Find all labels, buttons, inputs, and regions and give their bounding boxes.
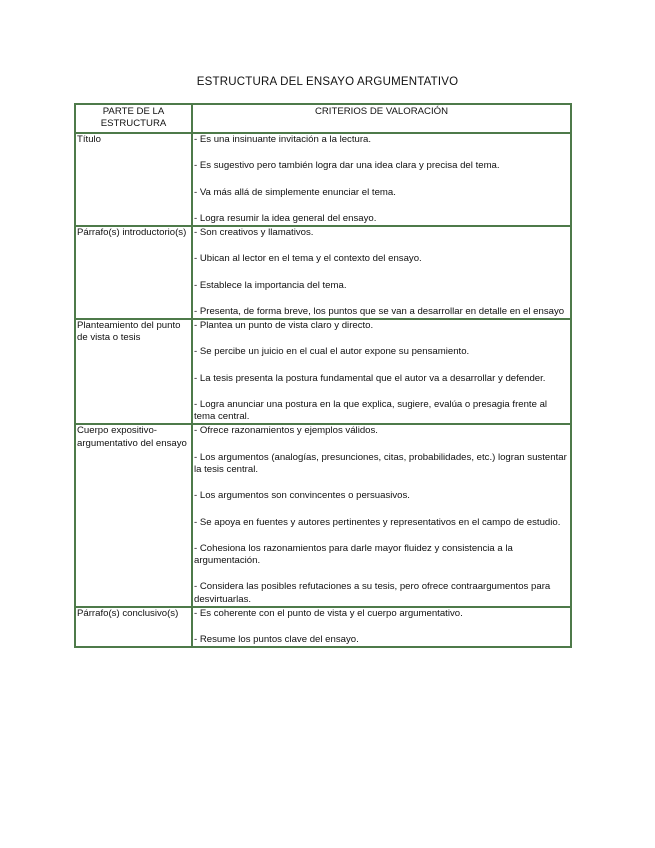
criterion: - Logra anunciar una postura en la que explica, sugiere, evalúa o presagia frente al tema central. [194,398,548,423]
row-criteria [192,226,571,319]
criterion: - Se apoya en fuentes y autores pertinentes y representativos en el campo de estudio. [194,516,561,528]
criterion: - La tesis presenta la postura fundamental que el autor va a desarrollar y defender. [194,372,546,384]
criterion: - Va más allá de simplemente enunciar el tema. [194,186,396,198]
criterion: - Son creativos y llamativos. [194,227,314,239]
criterion: - Se percibe un juicio en el cual el autor expone su pensamiento. [194,346,470,358]
criterion: - Es coherente con el punto de vista y el cuerpo argumentativo. [194,607,463,619]
row-part-label: Planteamiento del punto de vista o tesis [75,319,192,424]
row-part-label: Párrafo(s) conclusivo(s) [75,607,192,648]
criterion: - Los argumentos (analogías, presunciones, citas, probabilidades, etc.) logran sustentar la tesis central. [194,451,567,475]
criterion: - Es sugestivo pero también logra dar una idea clara y precisa del tema. [194,160,500,172]
criterion: - Ofrece razonamientos y ejemplos válidos. [194,425,378,437]
row-criteria [192,607,571,648]
row-part-label: Cuerpo expositivo-argumentativo del ensayo [75,424,192,606]
criterion: - Presenta, de forma breve, los puntos que se van a desarrollar en detalle en el ensayo [194,305,565,317]
row-part-label: Párrafo(s) introductorio(s) [75,226,192,319]
criterion: - Plantea un punto de vista claro y directo. [194,320,374,332]
criterion: - Ubican al lector en el tema y el contexto del ensayo. [194,253,422,265]
row-criteria [192,424,571,606]
criterion: - Establece la importancia del tema. [194,279,347,291]
row-criteria [192,133,571,226]
criterion: - Los argumentos son convincentes o persuasivos. [194,490,410,502]
document-title: ESTRUCTURA DEL ENSAYO ARGUMENTATIVO [196,76,459,88]
criterion: - Logra resumir la idea general del ensayo. [194,212,377,224]
header-criteria: CRITERIOS DE VALORACIÓN [192,104,571,133]
criterion: - Resume los puntos clave del ensayo. [194,634,359,646]
table-row [75,133,571,226]
rubric-table [74,103,572,648]
header-part: PARTE DE LA ESTRUCTURA [75,104,192,133]
header-row [75,104,571,133]
row-criteria [192,319,571,424]
row-part-label: Título [75,133,192,226]
criterion: - Considera las posibles refutaciones a su tesis, pero ofrece contraargumentos para desvirtuarlas. [194,581,551,605]
criterion: - Cohesiona los razonamientos para darle mayor fluidez y consistencia a la argumentación. [194,542,513,567]
table-row [75,424,571,606]
table-row [75,607,571,648]
table-row [75,319,571,424]
criterion: - Es una insinuante invitación a la lectura. [194,134,372,145]
table-row [75,226,571,319]
